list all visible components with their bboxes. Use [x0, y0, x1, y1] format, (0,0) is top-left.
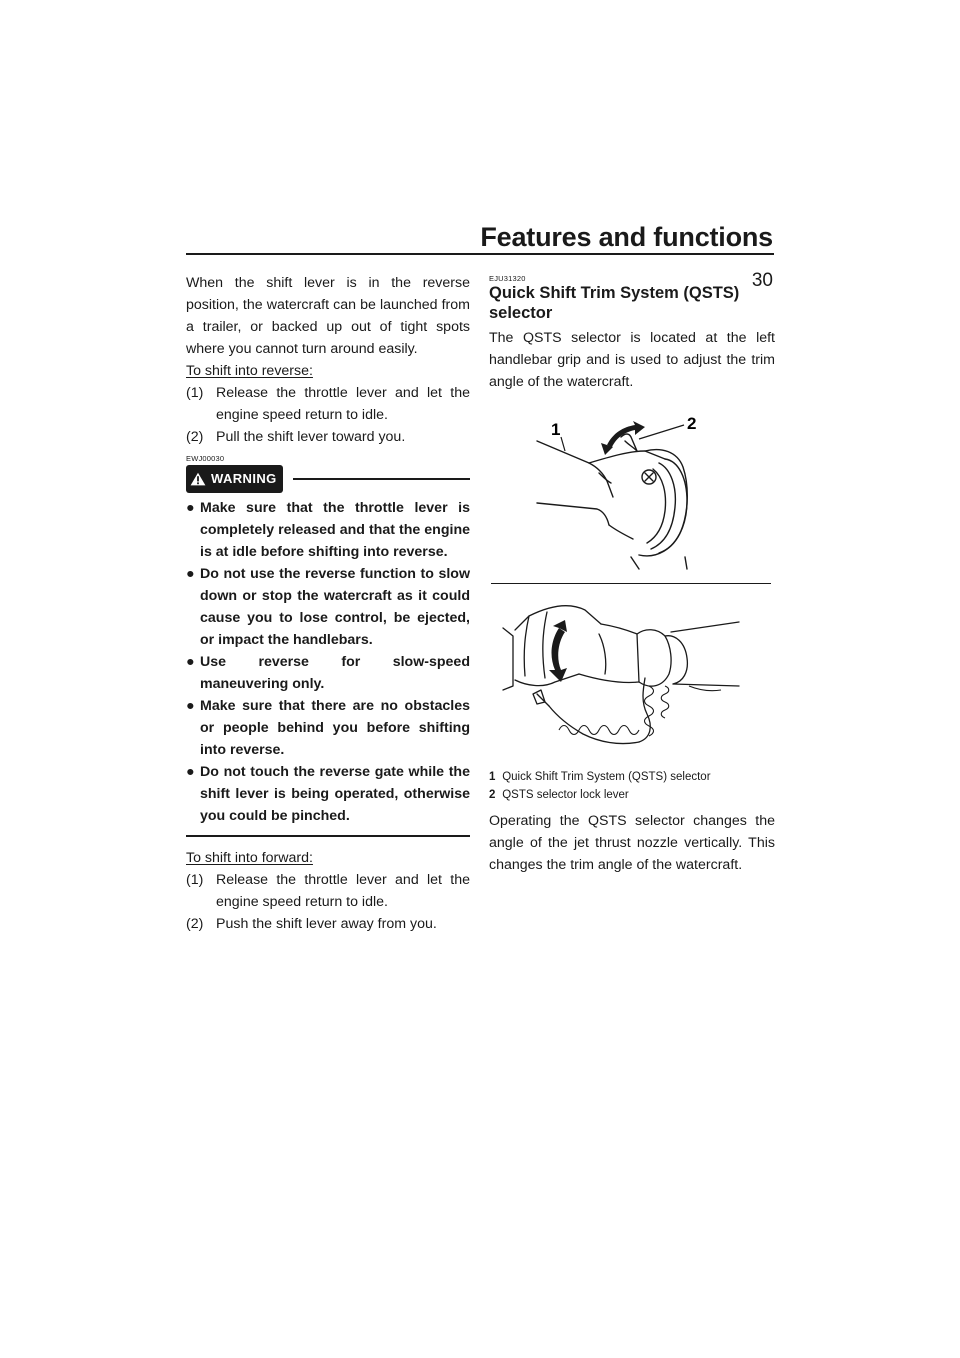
caption-text: QSTS selector lock lever — [502, 789, 629, 802]
warning-item — [186, 761, 470, 827]
qsts-body-paragraph: Operating the QSTS selector changes the angle of the jet thrust nozzle vertically. This changes the trim angle of the watercraft. — [489, 813, 775, 874]
warning-item — [186, 563, 470, 651]
warning-text: Do not use the reverse function to slow down or stop the watercraft as it could cause you to lose control, be ejected, or impact the handlebars. — [200, 566, 470, 648]
bullet-icon: ● — [186, 654, 195, 670]
callout-1: 1 — [551, 420, 561, 439]
header-rule — [186, 253, 774, 255]
hand-operating-selector-illustration — [489, 590, 775, 760]
bullet-icon: ● — [186, 566, 195, 582]
reverse-step — [186, 382, 470, 426]
page-title: Features and functions — [480, 222, 773, 252]
warning-code: EWJ00030 — [186, 454, 225, 463]
step-text: Release the throttle lever and let the engine speed return to idle. — [216, 385, 470, 423]
figure-caption — [489, 768, 775, 804]
warning-end-rule — [186, 835, 470, 837]
reverse-heading: To shift into reverse: — [186, 363, 313, 379]
warning-item — [186, 695, 470, 761]
warning-header — [186, 465, 470, 493]
callout-2: 2 — [687, 414, 697, 433]
figure-separator — [491, 583, 771, 584]
step-number: (2) — [186, 429, 204, 445]
caption-item — [489, 786, 775, 804]
caption-text: Quick Shift Trim System (QSTS) selector — [502, 771, 711, 784]
step-number: (1) — [186, 871, 204, 888]
bullet-icon: ● — [186, 500, 195, 516]
caption-number: 2 — [489, 789, 496, 802]
bullet-icon: ● — [186, 764, 195, 780]
caption-number: 1 — [489, 771, 496, 784]
warning-item — [186, 651, 470, 695]
step-number: (2) — [186, 915, 204, 932]
figure-qsts-selector-location — [489, 407, 775, 577]
warning-label: WARNING — [211, 471, 277, 486]
reverse-step — [186, 426, 470, 448]
caption-item — [489, 768, 775, 786]
page-number: 30 — [751, 270, 773, 291]
warning-list — [186, 497, 470, 827]
warning-text: Do not touch the reverse gate while the shift lever is being operated, otherwise you could be pinched. — [200, 764, 470, 824]
warning-item — [186, 497, 470, 563]
warning-rule — [293, 478, 470, 480]
warning-text: Use reverse for slow-speed maneuvering only. — [200, 654, 470, 692]
step-text: Release the throttle lever and let the engine speed return to idle. — [216, 871, 470, 910]
right-column — [489, 272, 775, 876]
step-text: Push the shift lever away from you. — [216, 915, 437, 932]
warning-text: Make sure that the throttle lever is completely released and that the engine is at idle before shifting into reverse. — [200, 500, 470, 560]
warning-text: Make sure that there are no obstacles or people behind you before shifting into reverse. — [200, 698, 470, 758]
forward-step — [186, 869, 470, 913]
forward-heading: To shift into forward: — [186, 849, 313, 866]
step-number: (1) — [186, 385, 204, 401]
bullet-icon: ● — [186, 698, 195, 714]
forward-step — [186, 913, 470, 935]
handlebar-grip-illustration — [489, 407, 775, 577]
warning-badge — [186, 465, 283, 493]
warning-triangle-icon — [190, 472, 206, 486]
section-title: Quick Shift Trim System (QSTS) selector — [489, 284, 740, 322]
left-column — [186, 272, 470, 935]
figure-qsts-operation — [489, 590, 775, 760]
qsts-intro-paragraph: The QSTS selector is located at the left handlebar grip and is used to adjust the trim angle of the watercraft. — [489, 330, 775, 390]
step-text: Pull the shift lever toward you. — [216, 429, 406, 445]
section-code: EJU31320 — [489, 274, 526, 283]
reverse-intro-paragraph: When the shift lever is in the reverse position, the watercraft can be launched from a trailer, or backed up out of tight spots where you cannot turn around easily. — [186, 275, 470, 357]
